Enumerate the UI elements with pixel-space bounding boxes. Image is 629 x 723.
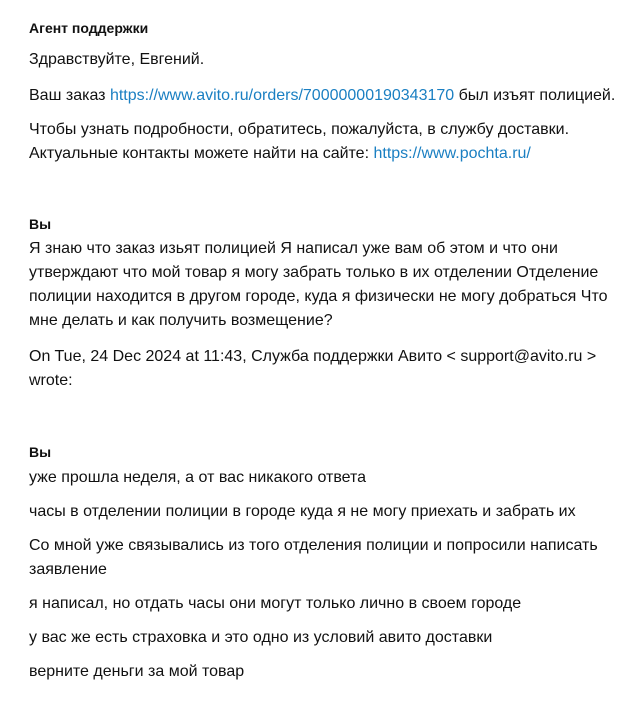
sender-name: Вы — [29, 444, 52, 460]
message-thread — [29, 18, 619, 684]
message-line: часы в отделении полиции в городе куда я не могу приехать и забрать их — [29, 503, 576, 520]
greeting-text: Здравствуйте, Евгений. — [29, 51, 205, 68]
message-line: уже прошла неделя, а от вас никакого ответа — [29, 469, 367, 486]
order-link[interactable]: https://www.avito.ru/orders/70000000190343170 — [109, 87, 455, 104]
order-suffix: был изъят полицией. — [454, 87, 616, 104]
message-line: Со мной уже связывались из того отделения полиции и попросили написать заявление — [29, 537, 598, 578]
quote-header: On Tue, 24 Dec 2024 at 11:43, Служба поддержки Авито < support@avito.ru > wrote: — [29, 348, 597, 389]
message-line: я написал, но отдать часы они могут только лично в своем городе — [29, 595, 522, 612]
contact-paragraph — [29, 118, 619, 166]
order-prefix: Ваш заказ — [29, 87, 110, 104]
message-body: Я знаю что заказ изьят полицией Я написал уже вам об этом и что они утверждают что мой товар я могу забрать только в их отделении Отделение полиции находится в другом городе, куда я физически не могу добраться Что мне делать и как получить возмещение? — [29, 240, 608, 329]
message-user-2 — [29, 442, 619, 684]
message-line: верните деньги за мой товар — [29, 663, 245, 680]
pochta-link[interactable]: https://www.pochta.ru/ — [373, 145, 531, 162]
message-line: у вас же есть страховка и это одно из условий авито доставки — [29, 629, 493, 646]
sender-name: Вы — [29, 216, 52, 232]
message-user-1 — [29, 214, 619, 393]
message-support — [29, 18, 619, 166]
order-paragraph — [29, 84, 619, 108]
contact-text: Чтобы узнать подробности, обратитесь, пожалуйста, в службу доставки. Актуальные контакты можете найти на сайте: — [29, 121, 570, 162]
sender-name: Агент поддержки — [29, 20, 149, 36]
